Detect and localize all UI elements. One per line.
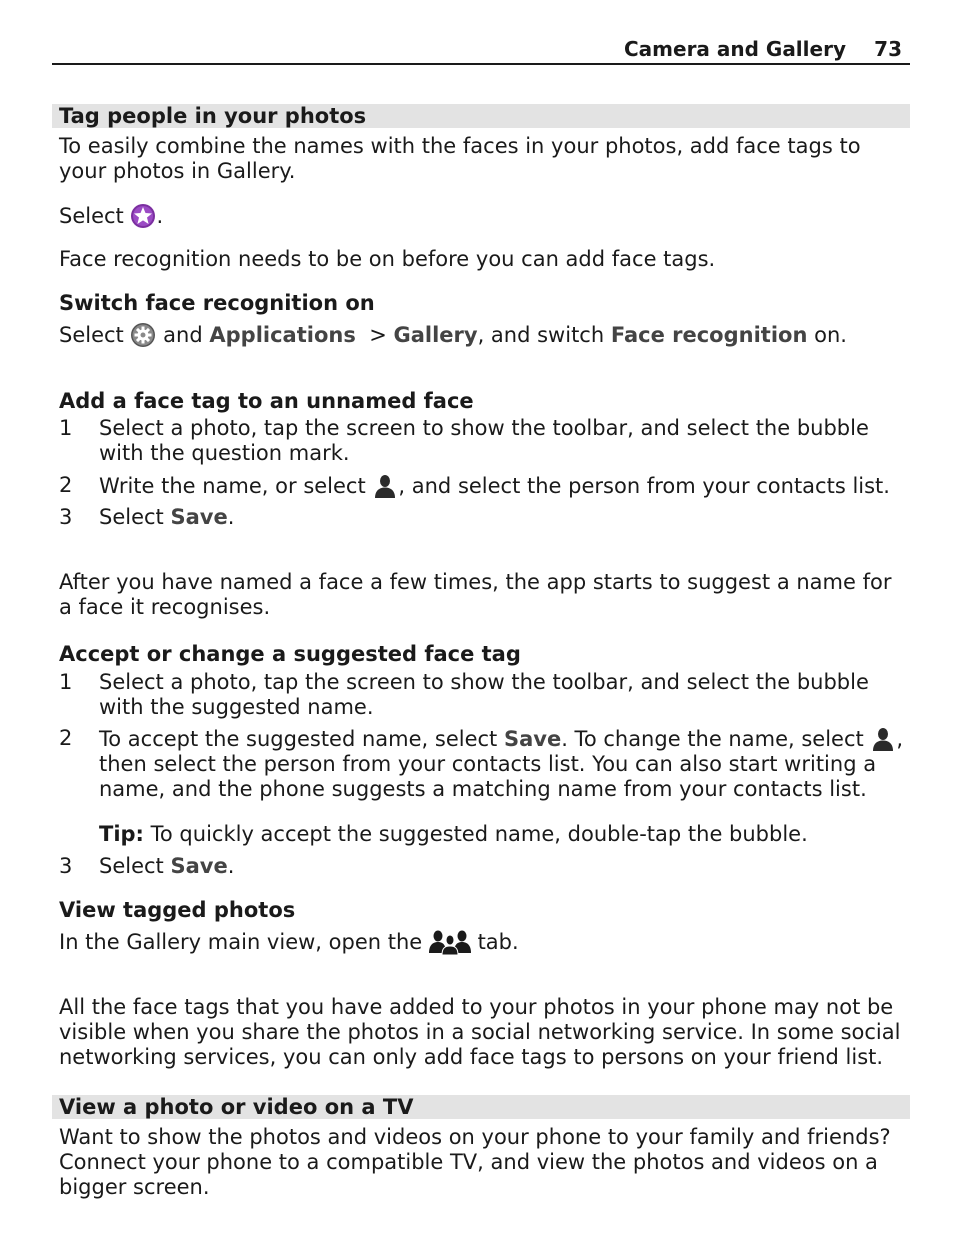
subheading-add-face-tag: Add a face tag to an unnamed face xyxy=(59,389,474,413)
instruction-text: tab. xyxy=(477,930,519,954)
step-text xyxy=(99,726,909,802)
page-header xyxy=(52,36,910,65)
select-word: Select xyxy=(59,204,124,228)
section-heading-tag-people xyxy=(52,104,910,128)
step-text-part: To accept the suggested name, select xyxy=(99,727,498,751)
section-title: Tag people in your photos xyxy=(59,104,367,128)
on-text: on. xyxy=(814,323,847,347)
step-number: 1 xyxy=(59,416,73,440)
tip-label: Tip: xyxy=(99,822,144,846)
switch-text: , and switch xyxy=(477,323,605,347)
step-number: 2 xyxy=(59,726,73,750)
period: . xyxy=(227,854,235,878)
applications-label: Applications xyxy=(209,323,356,347)
tip-text: To quickly accept the suggested name, double-tap the bubble. xyxy=(150,822,808,846)
contact-person-icon xyxy=(372,473,398,499)
face-recognition-note: Face recognition needs to be on before you can add face tags. xyxy=(59,247,716,271)
instruction-text: In the Gallery main view, open the xyxy=(59,930,423,954)
step-text: Select a photo, tap the screen to show the toolbar, and select the bubble with the question mark. xyxy=(99,416,869,465)
save-label: Save xyxy=(170,854,228,878)
tip-line xyxy=(99,822,909,847)
step-text-part: Write the name, or select xyxy=(99,474,366,498)
switch-instructions xyxy=(59,322,909,348)
subheading-view-tagged: View tagged photos xyxy=(59,898,296,922)
contact-person-icon xyxy=(870,726,896,752)
step-text-part: , and select the person from your contacts list. xyxy=(398,474,890,498)
section-title: View a photo or video on a TV xyxy=(59,1095,414,1119)
subheading-switch-face-recognition: Switch face recognition on xyxy=(59,291,375,315)
section-heading-view-on-tv xyxy=(52,1095,910,1119)
subheading-accept-change-tag: Accept or change a suggested face tag xyxy=(59,642,521,666)
save-label: Save xyxy=(503,727,562,751)
step-text-part: , then select the person from your contacts list. You can also start writing a name, and the phone suggests a matching name from your contacts list. xyxy=(99,727,904,801)
select-gallery-line xyxy=(59,203,909,229)
tv-intro-paragraph: Want to show the photos and videos on your phone to your family and friends? Connect your phone to a compatible TV, and view the photos and videos on a bigger screen. xyxy=(59,1125,891,1199)
gallery-star-icon xyxy=(130,203,156,229)
step-number: 3 xyxy=(59,854,73,878)
view-tagged-instructions xyxy=(59,929,909,955)
step-text xyxy=(99,473,909,499)
face-recognition-label: Face recognition xyxy=(610,323,808,347)
period: . xyxy=(227,505,235,529)
intro-paragraph: To easily combine the names with the faces in your photos, add face tags to your photos in Gallery. xyxy=(59,134,861,183)
page-number: 73 xyxy=(874,37,902,61)
step-number: 1 xyxy=(59,670,73,694)
settings-gear-icon xyxy=(130,322,156,348)
suggestion-paragraph: After you have named a face a few times, the app starts to suggest a name for a face it recognises. xyxy=(59,570,892,619)
and-word: and xyxy=(163,323,203,347)
select-word: Select xyxy=(59,323,124,347)
step-text xyxy=(99,505,909,530)
arrow-separator: > xyxy=(369,323,387,347)
face-tags-note: All the face tags that you have added to your photos in your phone may not be visible when you share the photos in a social networking service. In some social networking services, you can only add face tags to persons on your friend list. xyxy=(59,995,901,1069)
select-word: Select xyxy=(99,854,164,878)
gallery-label: Gallery xyxy=(393,323,478,347)
people-tab-icon xyxy=(429,929,471,955)
step-text-part: . To change the name, select xyxy=(561,727,864,751)
period: . xyxy=(156,204,164,228)
step-number: 3 xyxy=(59,505,73,529)
select-word: Select xyxy=(99,505,164,529)
step-number: 2 xyxy=(59,473,73,497)
save-label: Save xyxy=(170,505,228,529)
step-text: Select a photo, tap the screen to show the toolbar, and select the bubble with the suggested name. xyxy=(99,670,869,719)
step-text xyxy=(99,854,909,879)
chapter-title: Camera and Gallery xyxy=(623,37,846,61)
